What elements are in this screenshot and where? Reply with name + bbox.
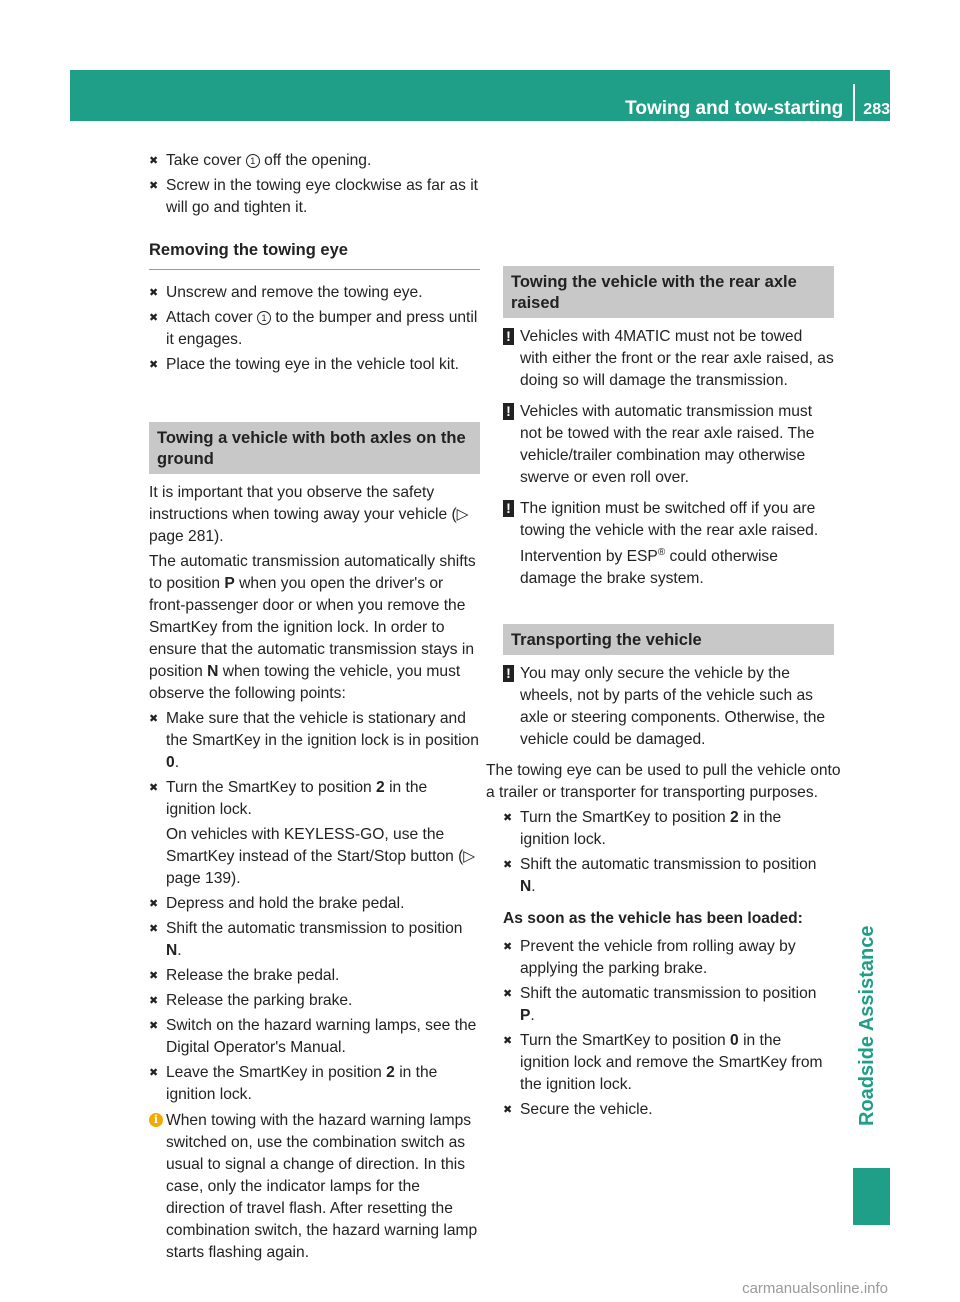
step-text: . — [531, 878, 536, 896]
step-text: Release the parking brake. — [166, 992, 353, 1009]
callout-marker: 1 — [257, 311, 271, 325]
step-text: Unscrew and remove the towing eye. — [166, 284, 423, 301]
header-divider — [853, 84, 855, 126]
step-unscrew — [149, 282, 480, 304]
text: when you open the driver's or front-passenger door or when you remove the SmartKey from the ignition lock. In order to ensure that the automatic transmission stays in position — [149, 575, 475, 680]
step-text: off the opening. — [259, 152, 372, 169]
right-column — [486, 242, 841, 1124]
step-text: Shift the automatic transmission to position — [166, 920, 463, 937]
step-bold: N — [520, 878, 532, 896]
step-bold: 0 — [166, 754, 175, 771]
position-n: N — [207, 663, 219, 680]
step-text: Switch on the hazard warning lamps, see the Digital Operator's Manual. — [166, 1017, 477, 1056]
step-r3 — [503, 936, 834, 980]
subheading-loaded: As soon as the vehicle has been loaded: — [503, 910, 803, 928]
step-bold: 2 — [730, 809, 739, 827]
step-5 — [149, 965, 480, 987]
step-r6 — [503, 1099, 834, 1121]
step-bold: 2 — [376, 779, 385, 796]
page-header — [625, 88, 890, 130]
section-heading-rear-axle: Towing the vehicle with the rear axle raised — [503, 266, 834, 318]
step-text: Release the brake pedal. — [166, 967, 340, 984]
warning-automatic — [503, 401, 834, 489]
subheading-removing: Removing the towing eye — [149, 239, 480, 270]
warning-text: You may only secure the vehicle by the wheels, not by parts of the vehicle such as axle or steering components. Otherwise, the vehicle could be damaged. — [520, 665, 826, 749]
step-text: in the ignition lock. — [166, 779, 428, 818]
step-text: Secure the vehicle. — [520, 1101, 653, 1119]
step-r4 — [503, 983, 834, 1027]
position-p: P — [224, 575, 235, 592]
warning-ignition — [503, 498, 834, 590]
warning-icon: ! — [503, 500, 514, 517]
paragraph-safety: It is important that you observe the safety instructions when towing away your vehicle (▷ page 281). — [149, 484, 469, 545]
callout-marker: 1 — [246, 154, 260, 168]
step-text: Turn the SmartKey to position — [520, 1032, 731, 1050]
step-text: to the bumper and press until it engages. — [166, 309, 478, 348]
warning-text: Vehicles with 4MATIC must not be towed with either the front or the rear axle raised, as doing so will damage the transmission. — [520, 328, 834, 389]
step-text: Turn the SmartKey to position — [166, 779, 377, 796]
left-column — [149, 150, 480, 1273]
page-number: 283 — [863, 101, 890, 119]
side-tab-label: Roadside Assistance — [856, 925, 878, 1126]
warning-text: The ignition must be switched off if you are towing the vehicle with the rear axle raised. Intervention by ESP — [520, 500, 819, 566]
paragraph-towing-eye: The towing eye can be used to pull the vehicle onto a trailer or transporter for transporting purposes. — [486, 762, 841, 802]
info-icon: i — [149, 1113, 163, 1127]
text: when towing the vehicle, you must observe the following points: — [149, 663, 461, 702]
step-3 — [149, 893, 480, 915]
step-text: Screw in the towing eye clockwise as far as it will go and tighten it. — [166, 177, 479, 216]
step-text: Make sure that the vehicle is stationary and the SmartKey in the ignition lock is in position — [166, 710, 479, 749]
step-bold: 0 — [730, 1032, 739, 1050]
step-text: in the ignition lock. — [520, 809, 782, 849]
warning-icon: ! — [503, 665, 514, 682]
side-block — [853, 1168, 890, 1225]
step-text: in the ignition lock. — [166, 1064, 438, 1103]
step-bold: 2 — [386, 1064, 395, 1081]
chapter-title: Towing and tow-starting — [625, 98, 844, 120]
registered-mark: ® — [657, 547, 666, 558]
step-screw-in — [149, 175, 480, 219]
section-heading-transporting: Transporting the vehicle — [503, 624, 834, 655]
paragraph-transmission — [149, 551, 480, 705]
text: The automatic transmission automatically shifts to position — [149, 553, 476, 592]
step-place-eye — [149, 354, 480, 376]
warning-icon: ! — [503, 403, 514, 420]
step-7 — [149, 1015, 480, 1059]
step-1 — [149, 708, 480, 774]
step-text: . — [530, 1007, 535, 1025]
step-text: . — [177, 942, 182, 959]
warning-secure — [503, 663, 834, 751]
step-text: in the ignition lock and remove the SmartKey from the ignition lock. — [520, 1032, 823, 1094]
step-attach-cover — [149, 307, 480, 351]
step-text: Place the towing eye in the vehicle tool kit. — [166, 356, 459, 373]
step-text: Depress and hold the brake pedal. — [166, 895, 405, 912]
step-2 — [149, 777, 480, 890]
section-heading-both-axles: Towing a vehicle with both axles on the ground — [149, 422, 480, 474]
watermark: carmanualsonline.info — [742, 1280, 888, 1297]
side-tab — [846, 830, 890, 1150]
warning-text: Vehicles with automatic transmission must not be towed with the rear axle raised. The vehicle/trailer combination may otherwise swerve or even roll over. — [520, 403, 815, 486]
step-r1 — [503, 807, 834, 851]
step-r2 — [503, 854, 834, 898]
warning-4matic — [503, 326, 834, 392]
step-bold: N — [166, 942, 178, 959]
step-4 — [149, 918, 480, 962]
step-text: Shift the automatic transmission to position — [520, 856, 817, 874]
step-text: Turn the SmartKey to position — [520, 809, 731, 827]
warning-icon: ! — [503, 328, 514, 345]
step-text: Shift the automatic transmission to position — [520, 985, 817, 1003]
step-8 — [149, 1062, 480, 1106]
info-note — [149, 1110, 480, 1264]
step-r5 — [503, 1030, 834, 1096]
step-text: . — [174, 754, 180, 771]
step-text: Leave the SmartKey in position — [166, 1064, 387, 1081]
warning-text: could otherwise damage the brake system. — [520, 548, 778, 588]
step-text: Attach cover — [166, 309, 258, 326]
step-6 — [149, 990, 480, 1012]
info-text: When towing with the hazard warning lamps switched on, use the combination switch as usual to signal a change of direction. In this case, only the indicator lamps for the direction of travel flash. After resetting the combination switch, the hazard warning lamp starts flashing again. — [166, 1112, 478, 1261]
step-bold: P — [520, 1007, 531, 1025]
step-text: Prevent the vehicle from rolling away by applying the parking brake. — [520, 938, 796, 978]
step-take-cover — [149, 150, 480, 172]
step-subnote: On vehicles with KEYLESS-GO, use the SmartKey instead of the Start/Stop button (▷ page 139). — [166, 826, 476, 887]
step-text: Take cover — [166, 152, 246, 169]
